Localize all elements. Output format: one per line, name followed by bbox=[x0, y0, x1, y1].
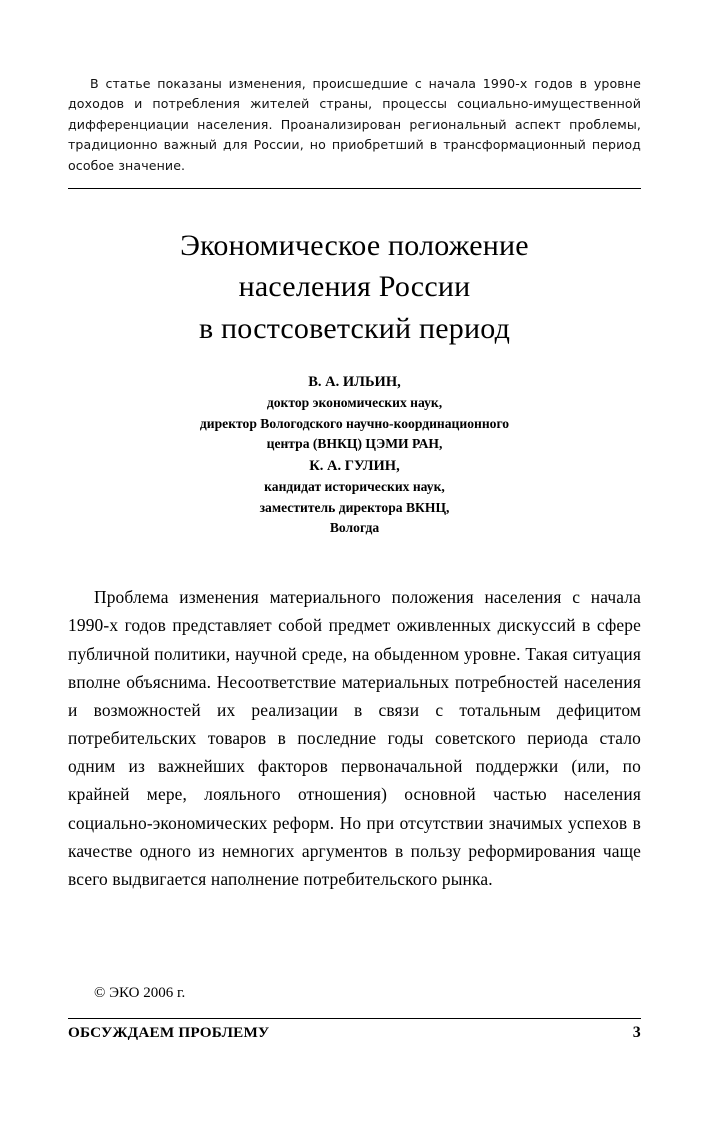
page-title bbox=[68, 225, 641, 349]
footer-section-label: ОБСУЖДАЕМ ПРОБЛЕМУ bbox=[68, 1024, 270, 1041]
footer-divider bbox=[68, 1018, 641, 1019]
title-line-2: населения России bbox=[238, 270, 471, 304]
author-affiliation-2: заместитель директора ВКНЦ, bbox=[259, 499, 450, 515]
author-degree-1: доктор экономических наук, bbox=[266, 395, 443, 411]
abstract-text: В статье показаны изменения, происшедшие с начала 1990-х годов в уровне доходов и потребления жителей страны, процессы социально-имущественной дифференциации населения. Проанализирован региональный аспект проблемы, традиционно важный для России, но приобретший в трансформационный период особое значение. bbox=[68, 76, 641, 173]
body-paragraph-1: Проблема изменения материального положения населения с начала 1990-х годов представляет собой предмет оживленных дискуссий в сфере публичной политики, научной среде, на обыденном уровне. Такая ситуация вполне объяснима. Несоответствие материальных потребностей населения и возможностей их реализации в связи с тотальным дефицитом потребительских товаров в последние годы советского периода стало одним из важнейших факторов первоначальной поддержки (или, по крайней мере, лояльного отношения) основной частью населения социально-экономических реформ. Но при отсутствии значимых успехов в качестве одного из немногих аргументов в пользу реформирования чаще всего выдвигается наполнение потребительского рынка. bbox=[68, 587, 641, 889]
title-line-1: Экономическое положение bbox=[180, 228, 529, 262]
author-name-1: В. А. ИЛЬИН, bbox=[308, 374, 401, 391]
author-city: Вологда bbox=[329, 520, 380, 536]
authors-block bbox=[68, 371, 641, 539]
body-text bbox=[68, 583, 641, 893]
footer-page-number: 3 bbox=[632, 1024, 641, 1041]
title-line-3: в постсоветский период bbox=[198, 311, 511, 345]
author-affiliation-1b: центра (ВНКЦ) ЦЭМИ РАН, bbox=[266, 436, 443, 452]
author-name-2: К. А. ГУЛИН, bbox=[309, 458, 400, 475]
author-affiliation-1a: директор Вологодского научно-координационного bbox=[199, 415, 510, 431]
abstract-block bbox=[68, 74, 641, 176]
page-footer bbox=[68, 1024, 641, 1042]
author-degree-2: кандидат исторических наук, bbox=[264, 479, 445, 495]
copyright-notice: © ЭКО 2006 г. bbox=[94, 985, 186, 1001]
abstract-divider bbox=[68, 188, 641, 189]
